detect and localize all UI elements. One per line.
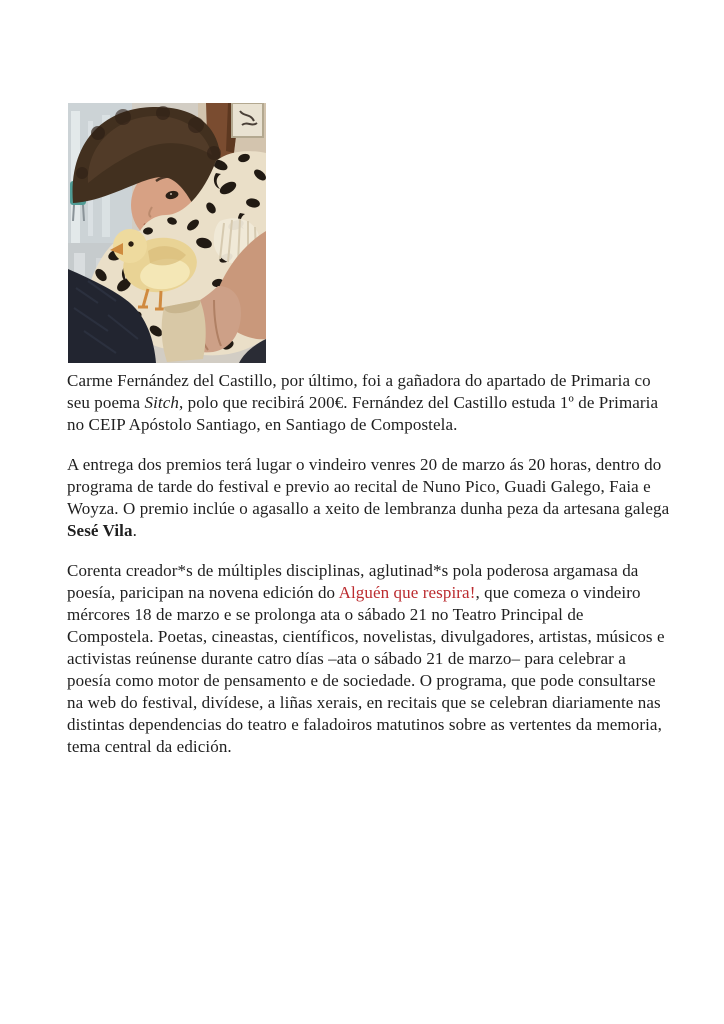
article-body — [67, 370, 671, 776]
text-segment: Sitch — [144, 393, 179, 412]
text-segment: Carme Fernández del Castillo, por último, foi a gañadora do apartado de Primaria co seu poema — [67, 371, 651, 412]
photo-illustration — [68, 103, 266, 363]
text-segment: . — [132, 521, 137, 540]
text-segment: Sesé Vila — [67, 521, 133, 540]
text-segment: A entrega dos premios terá lugar o vindeiro venres 20 de marzo ás 20 horas, dentro do programa de tarde do festival e previo ao recital de Nuno Pico, Guadi Galego, Faia e Woyza. O premio inclúe o agasallo a xeito de lembranza dunha peza da artesana galega — [67, 455, 670, 518]
girl-chick-photo — [68, 103, 266, 363]
text-segment: Corenta creador*s de múltiples disciplinas, aglutinad*s pola poderosa argamasa da poesía, paricipan na novena edición do — [67, 561, 639, 602]
paragraph-3 — [67, 560, 671, 758]
text-segment: , polo que recibirá 200€. Fernández del Castillo estuda 1º de Primaria no CEIP Apóstolo Santiago, en Santiago de Compostela. — [67, 393, 659, 434]
paragraph-1 — [67, 370, 671, 436]
text-segment: , que comeza o vindeiro mércores 18 de marzo e se prolonga ata o sábado 21 no Teatro Principal de Compostela. Poetas, cineastas, científicos, novelistas, divulgadores, artistas, músicos e activistas reúnense durante catro días –ata o sábado 21 de marzo– para celebrar a poesía como motor de pensamento e de sociedade. O programa, que pode consultarse na web do festival, divídese, a liñas xerais, en recitais que se celebran diariamente nas distintas dependencias do teatro e faladoiros matutinos sobre as vertentes da memoria, tema central da edición. — [67, 583, 665, 756]
festival-link[interactable]: Alguén que respira! — [338, 583, 476, 602]
paragraph-2 — [67, 454, 671, 542]
